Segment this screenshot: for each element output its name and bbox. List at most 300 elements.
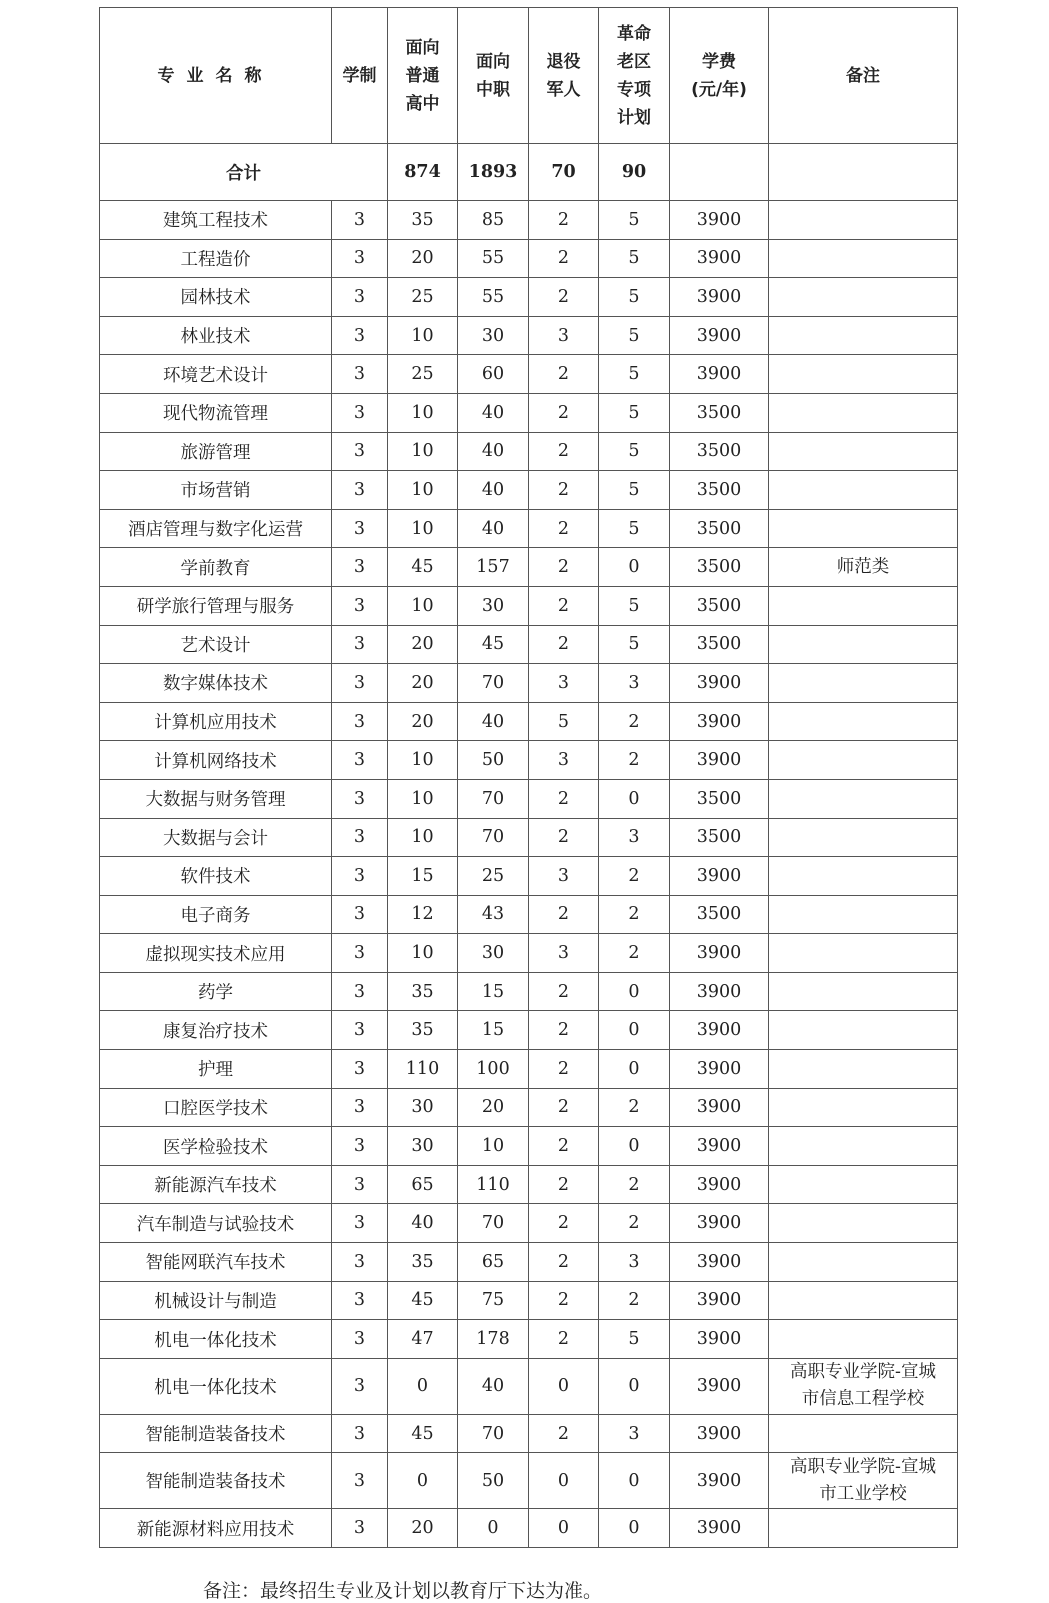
table-row xyxy=(100,1414,958,1453)
cell-duration: 3 xyxy=(332,818,388,857)
note-line: 高职专业学院-宣城 xyxy=(790,1362,936,1383)
cell-duration: 3 xyxy=(332,471,388,510)
cell-veterans-quota: 2 xyxy=(529,239,599,278)
cell-note xyxy=(769,1011,958,1050)
cell-tuition: 3900 xyxy=(670,201,769,240)
cell-major-name: 计算机网络技术 xyxy=(100,741,332,780)
cell-revolutionary-quota: 5 xyxy=(599,355,670,394)
cell-major-name: 工程造价 xyxy=(100,239,332,278)
table-row xyxy=(100,664,958,703)
cell-duration: 3 xyxy=(332,586,388,625)
cell-vocational-quota: 40 xyxy=(458,393,529,432)
cell-note xyxy=(769,1088,958,1127)
cell-vocational-quota: 110 xyxy=(458,1165,529,1204)
cell-vocational-quota: 20 xyxy=(458,1088,529,1127)
cell-vocational-quota: 60 xyxy=(458,355,529,394)
cell-duration: 3 xyxy=(332,316,388,355)
cell-high-school-quota: 10 xyxy=(388,432,458,471)
total-tuition xyxy=(670,144,769,201)
cell-tuition: 3900 xyxy=(670,1281,769,1320)
cell-high-school-quota: 15 xyxy=(388,857,458,896)
cell-high-school-quota: 10 xyxy=(388,316,458,355)
cell-major-name: 新能源汽车技术 xyxy=(100,1165,332,1204)
cell-high-school-quota: 25 xyxy=(388,355,458,394)
cell-duration: 3 xyxy=(332,201,388,240)
cell-note xyxy=(769,1165,958,1204)
cell-note xyxy=(769,239,958,278)
cell-high-school-quota: 35 xyxy=(388,972,458,1011)
cell-vocational-quota: 15 xyxy=(458,1011,529,1050)
cell-duration: 3 xyxy=(332,1050,388,1089)
cell-vocational-quota: 70 xyxy=(458,1414,529,1453)
cell-revolutionary-quota: 5 xyxy=(599,1320,670,1359)
cell-revolutionary-quota: 0 xyxy=(599,1011,670,1050)
cell-duration: 3 xyxy=(332,278,388,317)
cell-note xyxy=(769,1320,958,1359)
table-row xyxy=(100,355,958,394)
cell-revolutionary-quota: 2 xyxy=(599,1165,670,1204)
cell-major-name: 学前教育 xyxy=(100,548,332,587)
cell-note xyxy=(769,934,958,973)
cell-duration: 3 xyxy=(332,1204,388,1243)
cell-tuition: 3900 xyxy=(670,1509,769,1548)
cell-note xyxy=(769,201,958,240)
cell-vocational-quota: 55 xyxy=(458,239,529,278)
table-row xyxy=(100,1358,958,1414)
cell-veterans-quota: 2 xyxy=(529,1243,599,1282)
cell-high-school-quota: 20 xyxy=(388,625,458,664)
cell-note xyxy=(769,316,958,355)
cell-major-name: 市场营销 xyxy=(100,471,332,510)
cell-revolutionary-quota: 0 xyxy=(599,548,670,587)
cell-high-school-quota: 10 xyxy=(388,818,458,857)
cell-vocational-quota: 100 xyxy=(458,1050,529,1089)
table-row xyxy=(100,1165,958,1204)
cell-major-name: 艺术设计 xyxy=(100,625,332,664)
cell-tuition: 3500 xyxy=(670,779,769,818)
cell-high-school-quota: 110 xyxy=(388,1050,458,1089)
table-row xyxy=(100,895,958,934)
cell-note xyxy=(769,625,958,664)
cell-revolutionary-quota: 3 xyxy=(599,1414,670,1453)
cell-revolutionary-quota: 5 xyxy=(599,278,670,317)
cell-vocational-quota: 75 xyxy=(458,1281,529,1320)
table-row xyxy=(100,972,958,1011)
cell-revolutionary-quota: 0 xyxy=(599,1509,670,1548)
cell-high-school-quota: 20 xyxy=(388,239,458,278)
cell-duration: 3 xyxy=(332,432,388,471)
cell-revolutionary-quota: 5 xyxy=(599,471,670,510)
table-row xyxy=(100,239,958,278)
total-note xyxy=(769,144,958,201)
cell-duration: 3 xyxy=(332,857,388,896)
table-row xyxy=(100,471,958,510)
cell-high-school-quota: 35 xyxy=(388,201,458,240)
table-row xyxy=(100,625,958,664)
table-row xyxy=(100,1509,958,1548)
cell-vocational-quota: 25 xyxy=(458,857,529,896)
table-row xyxy=(100,1088,958,1127)
cell-vocational-quota: 70 xyxy=(458,1204,529,1243)
cell-high-school-quota: 0 xyxy=(388,1358,458,1414)
table-row xyxy=(100,1011,958,1050)
cell-tuition: 3900 xyxy=(670,1165,769,1204)
cell-veterans-quota: 2 xyxy=(529,972,599,1011)
cell-tuition: 3900 xyxy=(670,1453,769,1509)
cell-note xyxy=(769,471,958,510)
table-row xyxy=(100,393,958,432)
cell-note xyxy=(769,741,958,780)
cell-veterans-quota: 3 xyxy=(529,316,599,355)
cell-tuition: 3500 xyxy=(670,509,769,548)
cell-revolutionary-quota: 2 xyxy=(599,895,670,934)
cell-tuition: 3900 xyxy=(670,239,769,278)
table-row xyxy=(100,201,958,240)
cell-duration: 3 xyxy=(332,1165,388,1204)
table-row xyxy=(100,432,958,471)
cell-revolutionary-quota: 5 xyxy=(599,201,670,240)
table-row xyxy=(100,779,958,818)
cell-major-name: 口腔医学技术 xyxy=(100,1088,332,1127)
total-revolutionary-plan: 90 xyxy=(599,144,670,201)
cell-note xyxy=(769,664,958,703)
cell-revolutionary-quota: 5 xyxy=(599,432,670,471)
cell-duration: 3 xyxy=(332,972,388,1011)
cell-veterans-quota: 2 xyxy=(529,895,599,934)
total-label: 合计 xyxy=(100,144,388,201)
header-revolutionary-plan: 革命 老区 专项 计划 xyxy=(599,8,670,144)
table-row xyxy=(100,316,958,355)
cell-revolutionary-quota: 0 xyxy=(599,779,670,818)
cell-note xyxy=(769,818,958,857)
cell-vocational-quota: 40 xyxy=(458,432,529,471)
cell-revolutionary-quota: 2 xyxy=(599,1204,670,1243)
cell-duration: 3 xyxy=(332,1243,388,1282)
cell-high-school-quota: 10 xyxy=(388,586,458,625)
cell-note xyxy=(769,895,958,934)
cell-major-name: 新能源材料应用技术 xyxy=(100,1509,332,1548)
table-row xyxy=(100,1320,958,1359)
cell-duration: 3 xyxy=(332,1358,388,1414)
cell-revolutionary-quota: 2 xyxy=(599,702,670,741)
cell-veterans-quota: 2 xyxy=(529,1011,599,1050)
cell-high-school-quota: 25 xyxy=(388,278,458,317)
cell-veterans-quota: 2 xyxy=(529,818,599,857)
cell-tuition: 3500 xyxy=(670,586,769,625)
table-row xyxy=(100,509,958,548)
cell-note xyxy=(769,1414,958,1453)
cell-note xyxy=(769,1050,958,1089)
cell-tuition: 3900 xyxy=(670,934,769,973)
cell-revolutionary-quota: 3 xyxy=(599,664,670,703)
cell-veterans-quota: 3 xyxy=(529,857,599,896)
cell-revolutionary-quota: 2 xyxy=(599,934,670,973)
cell-tuition: 3500 xyxy=(670,625,769,664)
cell-revolutionary-quota: 0 xyxy=(599,1358,670,1414)
cell-duration: 3 xyxy=(332,1011,388,1050)
cell-veterans-quota: 2 xyxy=(529,201,599,240)
cell-revolutionary-quota: 3 xyxy=(599,1243,670,1282)
cell-major-name: 机电一体化技术 xyxy=(100,1320,332,1359)
cell-duration: 3 xyxy=(332,664,388,703)
table-row xyxy=(100,702,958,741)
cell-vocational-quota: 45 xyxy=(458,625,529,664)
table-row xyxy=(100,1204,958,1243)
cell-vocational-quota: 85 xyxy=(458,201,529,240)
cell-vocational-quota: 50 xyxy=(458,1453,529,1509)
cell-high-school-quota: 10 xyxy=(388,471,458,510)
cell-major-name: 虚拟现实技术应用 xyxy=(100,934,332,973)
cell-major-name: 机电一体化技术 xyxy=(100,1358,332,1414)
cell-note xyxy=(769,702,958,741)
cell-high-school-quota: 0 xyxy=(388,1453,458,1509)
cell-vocational-quota: 178 xyxy=(458,1320,529,1359)
cell-duration: 3 xyxy=(332,1088,388,1127)
cell-major-name: 大数据与会计 xyxy=(100,818,332,857)
cell-vocational-quota: 70 xyxy=(458,664,529,703)
cell-tuition: 3900 xyxy=(670,1050,769,1089)
cell-veterans-quota: 2 xyxy=(529,779,599,818)
cell-high-school-quota: 20 xyxy=(388,702,458,741)
table-row xyxy=(100,548,958,587)
cell-vocational-quota: 157 xyxy=(458,548,529,587)
cell-veterans-quota: 2 xyxy=(529,1204,599,1243)
cell-veterans-quota: 3 xyxy=(529,934,599,973)
cell-major-name: 机械设计与制造 xyxy=(100,1281,332,1320)
cell-tuition: 3500 xyxy=(670,895,769,934)
cell-tuition: 3900 xyxy=(670,278,769,317)
cell-vocational-quota: 30 xyxy=(458,934,529,973)
header-veterans: 退役 军人 xyxy=(529,8,599,144)
cell-vocational-quota: 40 xyxy=(458,702,529,741)
cell-major-name: 软件技术 xyxy=(100,857,332,896)
cell-revolutionary-quota: 0 xyxy=(599,1453,670,1509)
header-duration: 学制 xyxy=(332,8,388,144)
cell-major-name: 建筑工程技术 xyxy=(100,201,332,240)
cell-tuition: 3900 xyxy=(670,857,769,896)
cell-tuition: 3900 xyxy=(670,741,769,780)
cell-vocational-quota: 55 xyxy=(458,278,529,317)
enrollment-plan-table xyxy=(99,7,958,1548)
cell-high-school-quota: 10 xyxy=(388,779,458,818)
total-row xyxy=(100,144,958,201)
table-row xyxy=(100,278,958,317)
cell-tuition: 3900 xyxy=(670,1320,769,1359)
cell-note xyxy=(769,972,958,1011)
cell-duration: 3 xyxy=(332,1509,388,1548)
total-vocational: 1893 xyxy=(458,144,529,201)
cell-tuition: 3900 xyxy=(670,664,769,703)
table-row xyxy=(100,857,958,896)
cell-veterans-quota: 2 xyxy=(529,1320,599,1359)
cell-revolutionary-quota: 5 xyxy=(599,393,670,432)
header-major: 专业名称 xyxy=(100,8,332,144)
cell-vocational-quota: 70 xyxy=(458,818,529,857)
cell-duration: 3 xyxy=(332,1127,388,1166)
cell-veterans-quota: 2 xyxy=(529,432,599,471)
cell-note xyxy=(769,1127,958,1166)
cell-high-school-quota: 10 xyxy=(388,509,458,548)
table-row xyxy=(100,934,958,973)
total-veterans: 70 xyxy=(529,144,599,201)
cell-duration: 3 xyxy=(332,934,388,973)
cell-high-school-quota: 10 xyxy=(388,934,458,973)
cell-major-name: 旅游管理 xyxy=(100,432,332,471)
cell-major-name: 护理 xyxy=(100,1050,332,1089)
cell-tuition: 3900 xyxy=(670,1011,769,1050)
cell-duration: 3 xyxy=(332,1320,388,1359)
cell-major-name: 电子商务 xyxy=(100,895,332,934)
cell-tuition: 3900 xyxy=(670,1204,769,1243)
header-vocational: 面向 中职 xyxy=(458,8,529,144)
cell-veterans-quota: 2 xyxy=(529,1050,599,1089)
table-row xyxy=(100,1243,958,1282)
cell-duration: 3 xyxy=(332,1414,388,1453)
cell-note: 师范类 xyxy=(769,548,958,587)
cell-tuition: 3900 xyxy=(670,972,769,1011)
cell-high-school-quota: 20 xyxy=(388,1509,458,1548)
cell-vocational-quota: 40 xyxy=(458,509,529,548)
cell-note xyxy=(769,779,958,818)
cell-major-name: 计算机应用技术 xyxy=(100,702,332,741)
cell-major-name: 药学 xyxy=(100,972,332,1011)
table-row xyxy=(100,1453,958,1509)
cell-high-school-quota: 10 xyxy=(388,393,458,432)
note-line: 市工业学校 xyxy=(819,1483,907,1504)
cell-veterans-quota: 2 xyxy=(529,1165,599,1204)
cell-revolutionary-quota: 0 xyxy=(599,972,670,1011)
header-tuition: 学费 (元/年) xyxy=(670,8,769,144)
cell-major-name: 智能网联汽车技术 xyxy=(100,1243,332,1282)
cell-tuition: 3900 xyxy=(670,1127,769,1166)
table-row xyxy=(100,1127,958,1166)
cell-high-school-quota: 30 xyxy=(388,1088,458,1127)
cell-note xyxy=(769,1243,958,1282)
header-row xyxy=(100,8,958,144)
cell-note xyxy=(769,355,958,394)
cell-veterans-quota: 2 xyxy=(529,625,599,664)
cell-major-name: 现代物流管理 xyxy=(100,393,332,432)
cell-high-school-quota: 45 xyxy=(388,548,458,587)
cell-tuition: 3500 xyxy=(670,393,769,432)
table-row xyxy=(100,586,958,625)
cell-duration: 3 xyxy=(332,548,388,587)
cell-vocational-quota: 50 xyxy=(458,741,529,780)
cell-duration: 3 xyxy=(332,1453,388,1509)
cell-revolutionary-quota: 2 xyxy=(599,741,670,780)
cell-note xyxy=(769,432,958,471)
cell-tuition: 3900 xyxy=(670,316,769,355)
cell-veterans-quota: 0 xyxy=(529,1453,599,1509)
cell-high-school-quota: 65 xyxy=(388,1165,458,1204)
cell-veterans-quota: 2 xyxy=(529,548,599,587)
cell-tuition: 3500 xyxy=(670,818,769,857)
cell-tuition: 3900 xyxy=(670,1243,769,1282)
cell-note xyxy=(769,1509,958,1548)
cell-vocational-quota: 65 xyxy=(458,1243,529,1282)
cell-note xyxy=(769,509,958,548)
cell-high-school-quota: 35 xyxy=(388,1243,458,1282)
header-high-school: 面向 普通 高中 xyxy=(388,8,458,144)
cell-duration: 3 xyxy=(332,895,388,934)
cell-vocational-quota: 30 xyxy=(458,316,529,355)
cell-vocational-quota: 30 xyxy=(458,586,529,625)
cell-duration: 3 xyxy=(332,741,388,780)
cell-duration: 3 xyxy=(332,779,388,818)
cell-revolutionary-quota: 2 xyxy=(599,1281,670,1320)
table-row xyxy=(100,1050,958,1089)
cell-note xyxy=(769,857,958,896)
cell-veterans-quota: 5 xyxy=(529,702,599,741)
cell-tuition: 3500 xyxy=(670,548,769,587)
table-row xyxy=(100,1281,958,1320)
cell-revolutionary-quota: 2 xyxy=(599,857,670,896)
cell-revolutionary-quota: 2 xyxy=(599,1088,670,1127)
cell-high-school-quota: 10 xyxy=(388,741,458,780)
cell-note xyxy=(769,586,958,625)
cell-revolutionary-quota: 5 xyxy=(599,625,670,664)
cell-tuition: 3500 xyxy=(670,432,769,471)
cell-note xyxy=(769,1281,958,1320)
cell-high-school-quota: 12 xyxy=(388,895,458,934)
cell-duration: 3 xyxy=(332,702,388,741)
cell-tuition: 3900 xyxy=(670,702,769,741)
cell-veterans-quota: 2 xyxy=(529,509,599,548)
cell-vocational-quota: 40 xyxy=(458,1358,529,1414)
cell-veterans-quota: 2 xyxy=(529,586,599,625)
cell-duration: 3 xyxy=(332,239,388,278)
cell-veterans-quota: 0 xyxy=(529,1509,599,1548)
cell-note xyxy=(769,1204,958,1243)
cell-major-name: 汽车制造与试验技术 xyxy=(100,1204,332,1243)
cell-tuition: 3900 xyxy=(670,355,769,394)
cell-vocational-quota: 43 xyxy=(458,895,529,934)
cell-high-school-quota: 30 xyxy=(388,1127,458,1166)
cell-veterans-quota: 3 xyxy=(529,664,599,703)
cell-note xyxy=(769,1453,958,1509)
cell-duration: 3 xyxy=(332,355,388,394)
table-row xyxy=(100,741,958,780)
cell-major-name: 林业技术 xyxy=(100,316,332,355)
cell-high-school-quota: 45 xyxy=(388,1281,458,1320)
cell-major-name: 环境艺术设计 xyxy=(100,355,332,394)
cell-vocational-quota: 0 xyxy=(458,1509,529,1548)
cell-major-name: 数字媒体技术 xyxy=(100,664,332,703)
table-row xyxy=(100,818,958,857)
cell-veterans-quota: 2 xyxy=(529,1088,599,1127)
cell-duration: 3 xyxy=(332,509,388,548)
note-line: 高职专业学院-宣城 xyxy=(790,1456,936,1477)
cell-high-school-quota: 40 xyxy=(388,1204,458,1243)
cell-veterans-quota: 3 xyxy=(529,741,599,780)
cell-veterans-quota: 2 xyxy=(529,393,599,432)
cell-note xyxy=(769,393,958,432)
cell-duration: 3 xyxy=(332,393,388,432)
cell-veterans-quota: 2 xyxy=(529,278,599,317)
cell-vocational-quota: 40 xyxy=(458,471,529,510)
cell-veterans-quota: 2 xyxy=(529,1281,599,1320)
footer-note: 备注：最终招生专业及计划以教育厅下达为准。 xyxy=(203,1580,603,1602)
cell-duration: 3 xyxy=(332,1281,388,1320)
cell-revolutionary-quota: 3 xyxy=(599,818,670,857)
cell-major-name: 研学旅行管理与服务 xyxy=(100,586,332,625)
cell-revolutionary-quota: 5 xyxy=(599,316,670,355)
cell-vocational-quota: 15 xyxy=(458,972,529,1011)
cell-high-school-quota: 45 xyxy=(388,1414,458,1453)
note-line: 市信息工程学校 xyxy=(801,1389,925,1410)
cell-major-name: 大数据与财务管理 xyxy=(100,779,332,818)
cell-tuition: 3900 xyxy=(670,1414,769,1453)
